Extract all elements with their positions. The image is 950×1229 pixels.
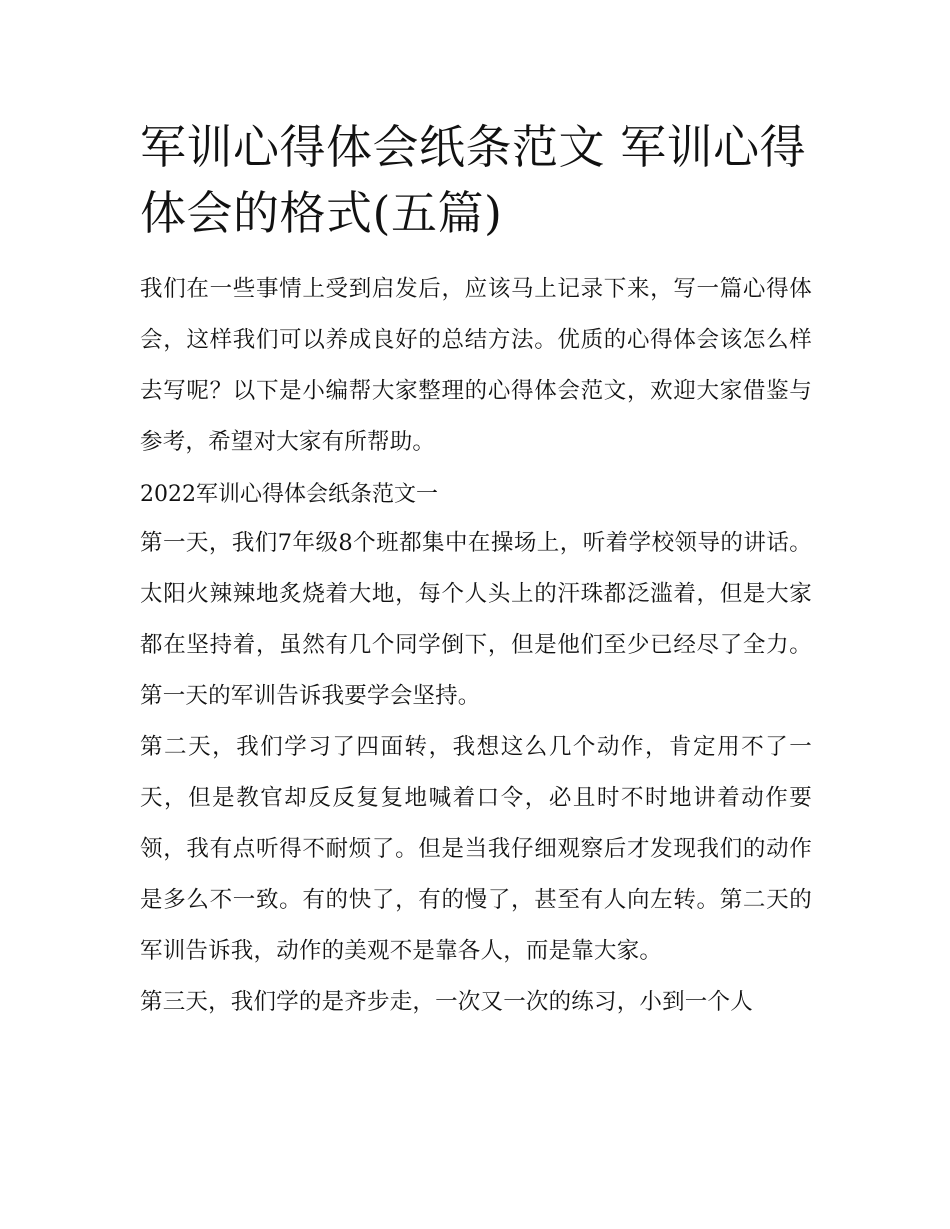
document-title: 军训心得体会纸条范文 军训心得体会的格式(五篇) <box>140 120 807 240</box>
body-paragraph-3: 第三天，我们学的是齐步走，一次又一次的练习，小到一个人 <box>140 989 753 1015</box>
body-paragraph-1: 第一天，我们7年级8个班都集中在操场上，听着学校领导的讲话。太阳火辣辣地炙烧着大地，每个人头上的汗珠都泛滥着，但是大家都在坚持着，虽然有几个同学倒下，但是他们至少已经尽了全力。第一天的军训告诉我要学会坚持。 <box>140 530 812 709</box>
intro-paragraph: 我们在一些事情上受到启发后，应该马上记录下来，写一篇心得体会，这样我们可以养成良好的总结方法。优质的心得体会该怎么样去写呢？以下是小编帮大家整理的心得体会范文，欢迎大家借鉴与参考，希望对大家有所帮助。 <box>140 276 812 455</box>
document-page <box>140 114 812 1028</box>
section-heading: 2022军训心得体会纸条范文一 <box>140 482 438 507</box>
body-paragraph-2: 第二天，我们学习了四面转，我想这么几个动作，肯定用不了一天，但是教官却反反复复地喊着口令，必且时不时地讲着动作要领，我有点听得不耐烦了。但是当我仔细观察后才发现我们的动作是多么不一致。有的快了，有的慢了，甚至有人向左转。第二天的军训告诉我，动作的美观不是靠各人，而是靠大家。 <box>140 734 812 964</box>
